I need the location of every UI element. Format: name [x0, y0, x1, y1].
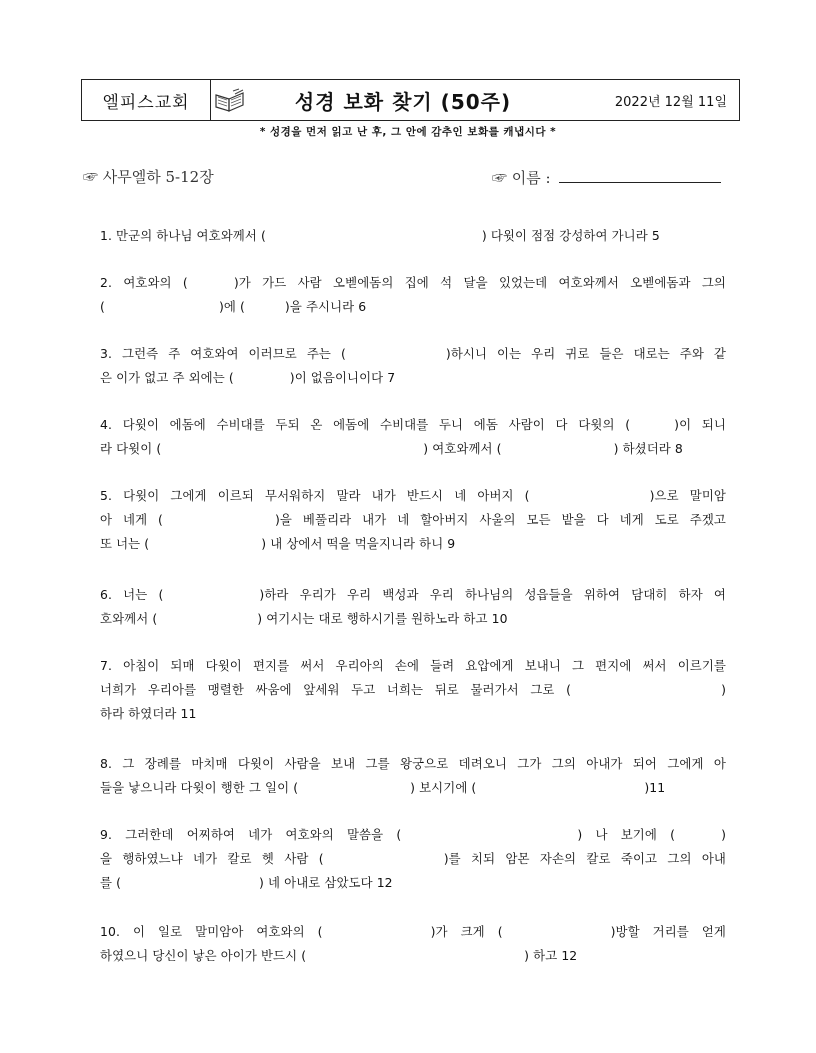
question-4	[100, 413, 726, 461]
question-line: 하라 하였더라 11	[100, 706, 197, 721]
question-line: 들을 낳으니라 다윗이 행한 그 일이 ( ) 보시기에 ( )11	[100, 780, 666, 795]
question-line: 1. 만군의 하나님 여호와께서 ( ) 다윗이 점점 강성하여 가니라 5	[100, 228, 660, 243]
name-label: ☞ 이름 :	[492, 169, 551, 187]
question-line: 아 네게 ( )을 베풀리라 내가 네 할아버지 사울의 모든 밭을 다 네게 도로 주겠고	[100, 512, 726, 527]
question-line: ( )에 ( )을 주시니라 6	[100, 299, 367, 314]
question-line: 또 너는 ( ) 내 상에서 떡을 먹을지니라 하니 9	[100, 536, 456, 551]
instruction-notice: * 성경을 먼저 읽고 난 후, 그 안에 감추인 보화를 캐냅시다 *	[259, 126, 557, 138]
question-line: 라 다윗이 ( ) 여호와께서 ( ) 하셨더라 8	[100, 441, 683, 456]
question-line: 3. 그런즉 주 여호와여 이러므로 주는 ( )하시니 이는 우리 귀로 들은 대로는 주와 같	[100, 346, 726, 361]
question-line: 하였으니 당신이 낳은 아이가 반드시 ( ) 하고 12	[100, 948, 578, 963]
question-2	[100, 271, 726, 319]
open-book-icon	[211, 80, 249, 120]
question-line: 은 이가 없고 주 외에는 ( )이 없음이니이다 7	[100, 370, 396, 385]
question-1	[100, 224, 726, 248]
question-5	[100, 484, 726, 556]
page-title: 성경 보화 찾기 (50주)	[294, 89, 512, 114]
question-line: 5. 다윗이 그에게 이르되 무서워하지 말라 내가 반드시 네 아버지 ( )으로 말미암	[100, 488, 726, 503]
question-10	[100, 920, 726, 968]
question-9	[100, 823, 726, 895]
header-box	[81, 79, 740, 121]
open-book-icon	[213, 87, 247, 113]
question-3	[100, 342, 726, 390]
name-blank-line[interactable]	[559, 166, 721, 183]
question-line: 10. 이 일로 말미암아 여호와의 ( )가 크게 ( )방할 거리를 얻게	[100, 924, 726, 939]
question-line: 9. 그러한데 어찌하여 네가 여호와의 말씀을 ( ) 나 보기에 ( )	[100, 827, 727, 842]
church-name: 엘피스교회	[82, 80, 211, 120]
question-6	[100, 583, 726, 631]
question-line: 8. 그 장례를 마치매 다윗이 사람을 보내 그를 왕궁으로 데려오니 그가 그의 아내가 되어 그에게 아	[100, 756, 726, 771]
question-line: 6. 너는 ( )하라 우리가 우리 백성과 우리 하나님의 성읍들을 위하여 담대히 하자 여	[100, 587, 726, 602]
question-line: 호와께서 ( ) 여기시는 대로 행하시기를 원하노라 하고 10	[100, 611, 508, 626]
question-7	[100, 654, 726, 726]
question-line: 너희가 우리아를 맹렬한 싸움에 앞세워 두고 너희는 뒤로 물러가서 그로 ( )	[100, 682, 726, 697]
question-line: 를 ( ) 네 아내로 삼았도다 12	[100, 875, 393, 890]
question-8	[100, 752, 726, 800]
date-label: 2022년 12월 11일	[614, 94, 727, 110]
name-field[interactable]	[492, 166, 721, 188]
question-line: 2. 여호와의 ( )가 가드 사람 오벧에돔의 집에 석 달을 있었는데 여호와께서 오벧에돔과 그의	[100, 275, 726, 290]
question-line: 4. 다윗이 에돔에 수비대를 두되 온 에돔에 수비대를 두니 에돔 사람이 다 다윗의 ( )이 되니	[100, 417, 726, 432]
question-line: 7. 아침이 되매 다윗이 편지를 써서 우리아의 손에 들려 요압에게 보내니 그 편지에 써서 이르기를	[100, 658, 726, 673]
question-line: 을 행하였느냐 네가 칼로 헷 사람 ( )를 치되 암몬 자손의 칼로 죽이고 그의 아내	[100, 851, 726, 866]
chapter-label: ☞ 사무엘하 5-12장	[83, 168, 214, 186]
